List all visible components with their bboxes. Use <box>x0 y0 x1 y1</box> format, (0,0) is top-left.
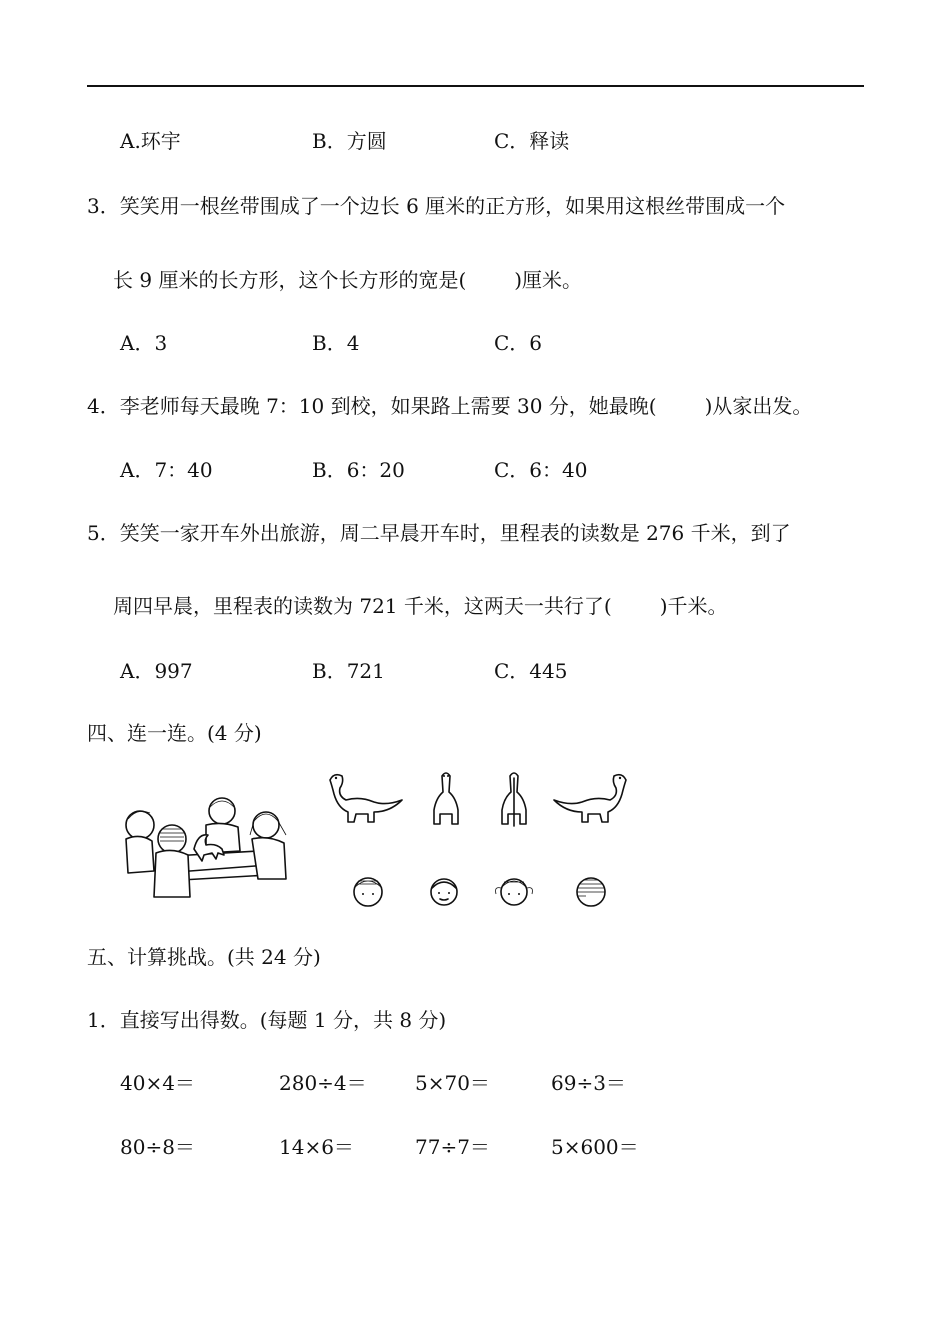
q2-option-a[interactable]: A.环宇 <box>120 129 181 153</box>
q5-option-a[interactable]: A．997 <box>120 659 193 683</box>
q5-line2-text: 周四早晨，里程表的读数为 721 千米，这两天一共行了( <box>113 594 612 618</box>
q5-line2 <box>113 594 728 618</box>
q3-option-a[interactable]: A．3 <box>120 331 168 355</box>
dinosaur-side-view-right <box>552 772 632 824</box>
q5-option-c[interactable]: C．445 <box>494 659 568 683</box>
q3-line2-text: 长 9 厘米的长方形，这个长方形的宽是( <box>113 268 467 292</box>
calc-item: 5×70＝ <box>415 1071 490 1095</box>
calc-item: 14×6＝ <box>279 1135 354 1159</box>
kid-head-1 <box>350 872 386 910</box>
q4-tail: )从家出发。 <box>704 394 813 418</box>
section4-title: 四、连一连。(4 分) <box>87 721 262 745</box>
kids-observing-dinosaur-illustration <box>118 795 290 901</box>
q5-line1: 5．笑笑一家开车外出旅游，周二早晨开车时，里程表的读数是 276 千米，到了 <box>87 521 791 545</box>
dinosaur-front-view <box>426 770 466 828</box>
calc-item: 69÷3＝ <box>551 1071 626 1095</box>
kid-head-4 <box>572 872 610 910</box>
section5-sub1: 1．直接写出得数。(每题 1 分，共 8 分) <box>87 1008 447 1032</box>
calc-item: 77÷7＝ <box>415 1135 490 1159</box>
q3-option-b[interactable]: B．4 <box>312 331 360 355</box>
q2-option-c[interactable]: C．释读 <box>494 129 570 153</box>
top-rule <box>87 85 864 87</box>
q4-option-b[interactable]: B．6：20 <box>312 458 405 482</box>
q5-option-b[interactable]: B．721 <box>312 659 385 683</box>
q3-option-c[interactable]: C．6 <box>494 331 543 355</box>
dinosaur-side-view-left <box>324 772 404 824</box>
q2-option-b[interactable]: B．方圆 <box>312 129 387 153</box>
q3-line2 <box>113 268 582 292</box>
q4-line <box>87 394 812 418</box>
dinosaur-back-view <box>494 770 534 828</box>
q5-line2-tail: )千米。 <box>659 594 728 618</box>
calc-item: 5×600＝ <box>551 1135 639 1159</box>
q4-option-a[interactable]: A．7：40 <box>120 458 213 482</box>
q4-option-c[interactable]: C．6：40 <box>494 458 588 482</box>
q4-text: 4．李老师每天最晚 7：10 到校，如果路上需要 30 分，她最晚( <box>87 394 657 418</box>
kid-head-3 <box>492 872 536 910</box>
kid-head-2 <box>428 872 460 910</box>
section5-title: 五、计算挑战。(共 24 分) <box>87 945 321 969</box>
q3-line1: 3．笑笑用一根丝带围成了一个边长 6 厘米的正方形，如果用这根丝带围成一个 <box>87 194 786 218</box>
q3-line2-tail: )厘米。 <box>514 268 583 292</box>
calc-item: 40×4＝ <box>120 1071 195 1095</box>
calc-item: 80÷8＝ <box>120 1135 195 1159</box>
calc-item: 280÷4＝ <box>279 1071 367 1095</box>
